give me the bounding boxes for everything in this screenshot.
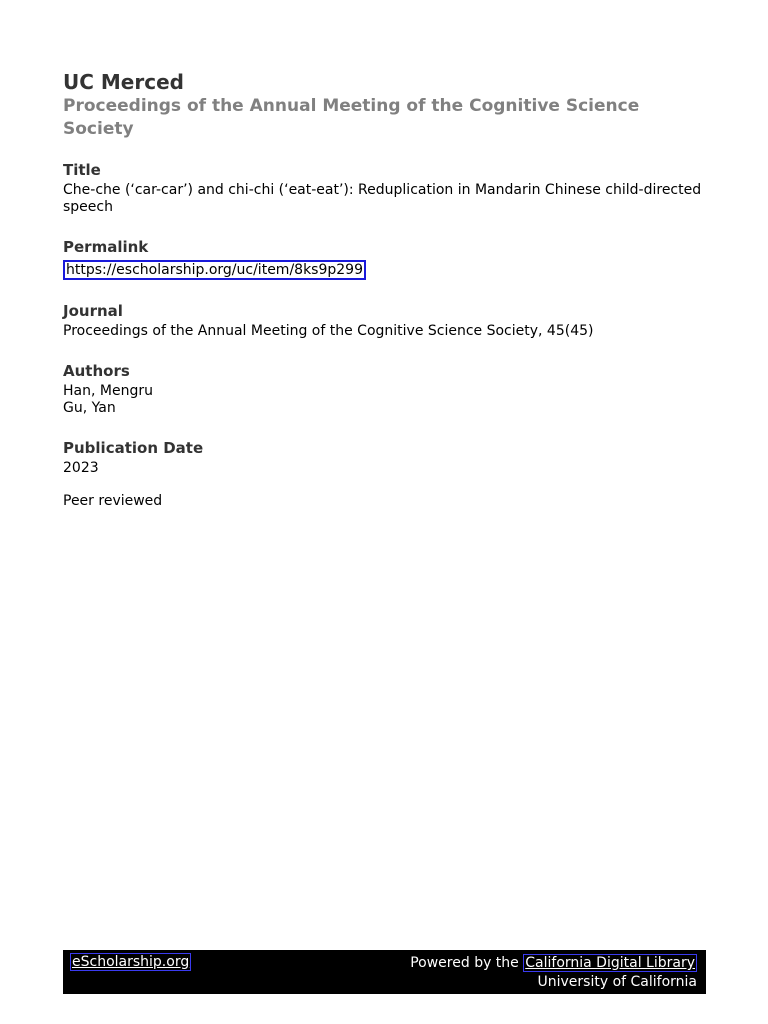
author-name: Han, Mengru [63,383,153,399]
permalink-label: Permalink [63,238,149,256]
peer-review-status: Peer reviewed [63,493,163,509]
authors-section [63,362,706,417]
series-title: Proceedings of the Annual Meeting of the Cognitive Science Society [63,96,640,139]
permalink-link[interactable]: https://escholarship.org/uc/item/8ks9p299 [63,260,366,280]
authors-label: Authors [63,362,130,380]
footer-right [410,954,697,992]
escholarship-link[interactable]: eScholarship.org [72,954,190,970]
journal-label: Journal [63,302,123,320]
author-name: Gu, Yan [63,400,116,416]
cdl-link[interactable]: California Digital Library [525,955,695,971]
publication-date-value: 2023 [63,460,99,476]
footer-left [70,954,191,970]
cover-page [63,70,706,510]
publication-date-section [63,439,706,477]
journal-section [63,302,706,340]
footer-bar [63,950,706,994]
campus-name: UC Merced [63,70,184,94]
permalink-section [63,238,706,280]
article-title: Che-che (‘car-car’) and chi-chi (‘eat-eat’): Reduplication in Mandarin Chinese child-directed speech [63,182,702,215]
title-label: Title [63,161,101,179]
journal-value: Proceedings of the Annual Meeting of the Cognitive Science Society, 45(45) [63,323,594,339]
publication-date-label: Publication Date [63,439,204,457]
powered-by-text: Powered by the [410,955,524,971]
title-section [63,161,706,216]
university-name: University of California [537,974,697,990]
powered-by-line [410,954,697,973]
